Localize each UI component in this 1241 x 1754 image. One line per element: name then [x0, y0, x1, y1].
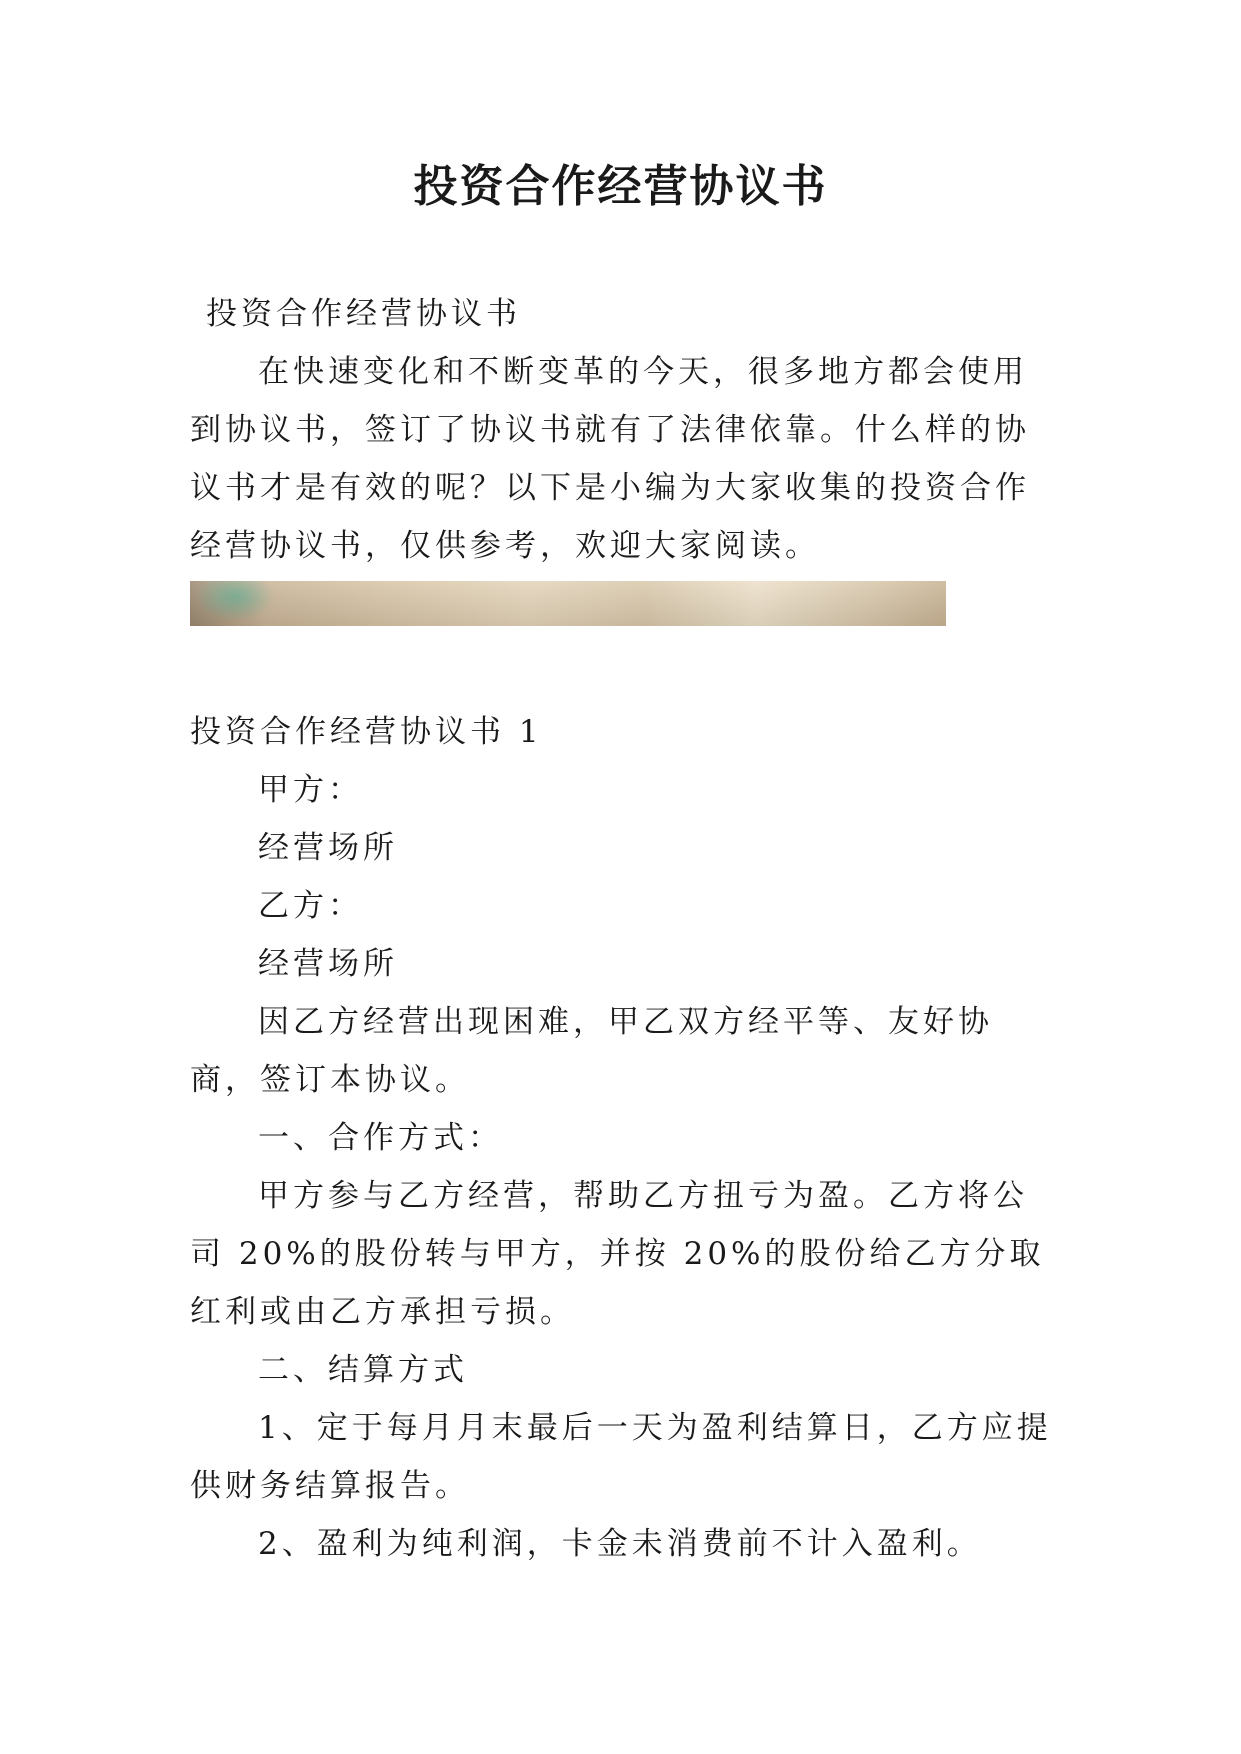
document-body [190, 285, 1060, 1573]
settlement-item-1: 1、定于每月月末最后一天为盈利结算日，乙方应提供财务结算报告。 [190, 1410, 1052, 1504]
party-b-location: 经营场所 [258, 946, 398, 982]
document-subtitle: 投资合作经营协议书 [206, 296, 521, 332]
party-a-location: 经营场所 [258, 830, 398, 866]
party-b-label: 乙方： [258, 888, 363, 924]
document-title: 投资合作经营协议书 [413, 161, 828, 212]
clause-cooperation-text: 甲方参与乙方经营，帮助乙方扭亏为盈。乙方将公司 20%的股份转与甲方，并按 20%的股份给乙方分取红利或由乙方承担亏损。 [190, 1178, 1045, 1330]
party-a-label: 甲方： [258, 772, 363, 808]
clause-heading-cooperation: 一、合作方式： [258, 1120, 503, 1156]
section-title: 投资合作经营协议书 1 [190, 714, 543, 750]
settlement-item-2: 2、盈利为纯利润，卡金未消费前不计入盈利。 [258, 1526, 982, 1562]
decorative-banner-image [190, 581, 946, 626]
intro-paragraph: 在快速变化和不断变革的今天，很多地方都会使用到协议书，签订了协议书就有了法律依靠。什么样的协议书才是有效的呢？以下是小编为大家收集的投资合作经营协议书，仅供参考，欢迎大家阅读。 [190, 354, 1030, 564]
clause-heading-settlement: 二、结算方式 [258, 1352, 468, 1388]
agreement-preamble: 因乙方经营出现困难，甲乙双方经平等、友好协商，签订本协议。 [190, 1004, 993, 1098]
